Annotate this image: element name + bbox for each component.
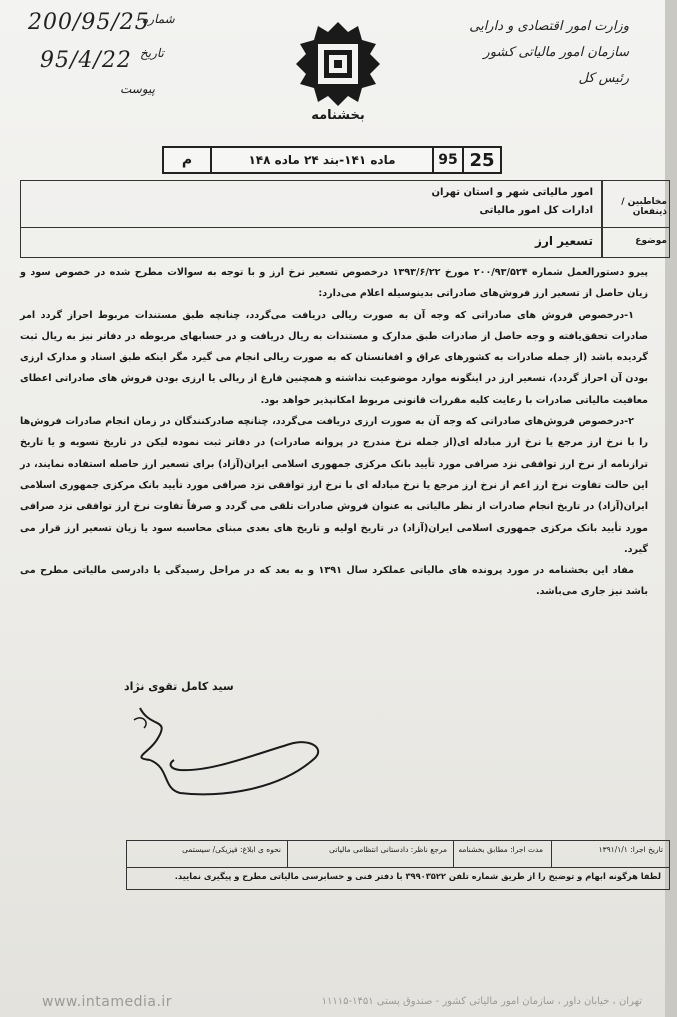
supervising-authority: مرجع ناظر: دادستانی انتظامی مالیاتی [329,845,447,854]
document-body [20,262,648,603]
code-box: 95 [432,146,464,174]
reference-codes [164,146,502,174]
addressees-line: ادارات کل امور مالیاتی [479,205,593,216]
ministry-line: وزارت امور اقتصادی و دارایی [469,19,629,34]
subject-value: تسعیر ارز [535,234,593,248]
postal-address: تهران ، خیابان داور ، سازمان امور مالیاتی کشور - صندوق پستی ۱۴۵۱-۱۱۱۱۵ [321,996,642,1007]
addressees-label: مخاطبین / ذینفعان [621,197,667,217]
ministry-line: سازمان امور مالیاتی کشور [483,45,629,60]
footer-table [126,840,670,890]
effective-date: تاریخ اجرا: ۱۳۹۱/۱/۱ [598,845,663,854]
body-paragraph: ۱-درخصوص فروش های صادراتی که وجه آن به صورت ریالی دریافت می‌گردد، چنانچه طبق مستندات مربوط احراز گردد امر صادرات تحقق‌یافته و وجه حاصل از صادرات طبق مدارک و مستندات به ریال دریافت و در حسابهای مربوطه در دفاتر نیز به ریال ثبت گردیده باشد (از جمله صادرات به کشورهای عراق و افغانستان که به صورت ریالی انجام می گیرد مگر اینکه طبق اسناد و مدارک ارزی بودن آن احراز گردد)، تسعیر ارز در اینگونه موارد موضوعیت نداشته و همچنین فارغ از ریالی یا ارزی بودن فروش های صادراتی اعطای معافیت مالیاتی صادرات با رعایت کلیه مقررات قانونی مربوط امکانپذیر خواهد بود. [20,309,648,406]
info-table [20,180,670,258]
ministry-header [459,14,629,92]
document-title: بخشنامه [311,108,365,123]
signature-icon [110,698,330,808]
addressees-row [21,181,669,228]
body-paragraph: مفاد این بخشنامه در مورد پرونده های مالیاتی عملکرد سال ۱۳۹۱ و به بعد که در مراحل رسیدگی یا دادرسی مالیاتی مطرح می باشد نیز جاری می‌باشد. [20,565,648,598]
letter-number-label: شماره [142,12,175,26]
footer-divider [551,841,552,867]
validity-period: مدت اجرا: مطابق بخشنامه [458,845,543,854]
ministry-line: رئیس کل [578,71,629,86]
subject-row [21,227,669,257]
addressees-line: امور مالیاتی شهر و استان تهران [431,187,593,198]
subject-label: موضوع [635,236,667,246]
letter-date-label: تاریخ [140,46,164,60]
letter-date: 95/4/22 [40,48,132,73]
table-divider [601,181,603,257]
footer-divider [287,841,288,867]
footer-note: لطفا هرگونه ابهام و توضیح را از طریق شماره تلفن ۳۹۹۰۳۵۲۲ با دفتر فنی و حسابرسی مالیاتی مطرح و پیگیری نمایید. [174,871,661,881]
letter-number: 200/95/25 [28,10,150,35]
notification-method: نحوه ی ابلاغ: فیزیکی/ سیستمی [182,845,281,854]
attachment-label: پیوست [120,82,155,96]
watermark-url: www.intamedia.ir [42,994,173,1010]
body-paragraph: ۲-درخصوص فروش‌های صادراتی که وجه آن به صورت ارزی دریافت می‌گردد، چنانچه صادرکنندگان در زمان انجام صادرات فروش‌ها را با نرخ ارز مرجع یا نرخ ارز مبادله ای(از جمله نرخ مندرج در پروانه صادرات) در دفاتر ثبت نموده لیکن در تاریخ تسویه و یا تاریخ ترازنامه از نرخ ارز توافقی نزد صرافی مورد تأیید بانک مرکزی جمهوری اسلامی ایران(آزاد) برای تسعیر ارز حاصله استفاده نمایند، در این حالت تفاوت نرخ ارز اعم از نرخ ارز مرجع یا نرخ مبادله ای با نرخ ارز توافقی نزد صرافی مورد تأیید بانک مرکزی جمهوری اسلامی ایران(آزاد) در تاریخ انجام صادرات از نظر مالیاتی به عنوان فروش صادرات تلقی می گردد و صرفاً تفاوت نرخ ارز توافقی نزد صرافی مورد تأیید بانک مرکزی جمهوری اسلامی ایران(آزاد) در تاریخ اولیه و تاریخ های بعدی مبنای محاسبه سود یا زیان تسعیر ارز قرار می گیرد. [20,416,648,555]
body-paragraph: پیرو دستورالعمل شماره ۲۰۰/۹۳/۵۲۴ مورخ ۱۳۹۳/۶/۲۲ درخصوص تسعیر نرخ ارز و با توجه به سوالات مطرح شده در خصوص سود و زیان حاصل از تسعیر ارز فروش‌های صادراتی بدینوسیله اعلام می‌دارد: [20,267,649,300]
code-box: م [162,146,212,174]
tax-organization-logo-icon [296,22,380,106]
footer-divider [453,841,454,867]
articles-box: ماده ۱۴۱-بند ۲۴ ماده ۱۴۸ [210,146,434,174]
code-box: 25 [462,146,502,174]
footer-row [127,841,669,868]
signer-name: سید کامل تقوی نژاد [124,680,234,693]
